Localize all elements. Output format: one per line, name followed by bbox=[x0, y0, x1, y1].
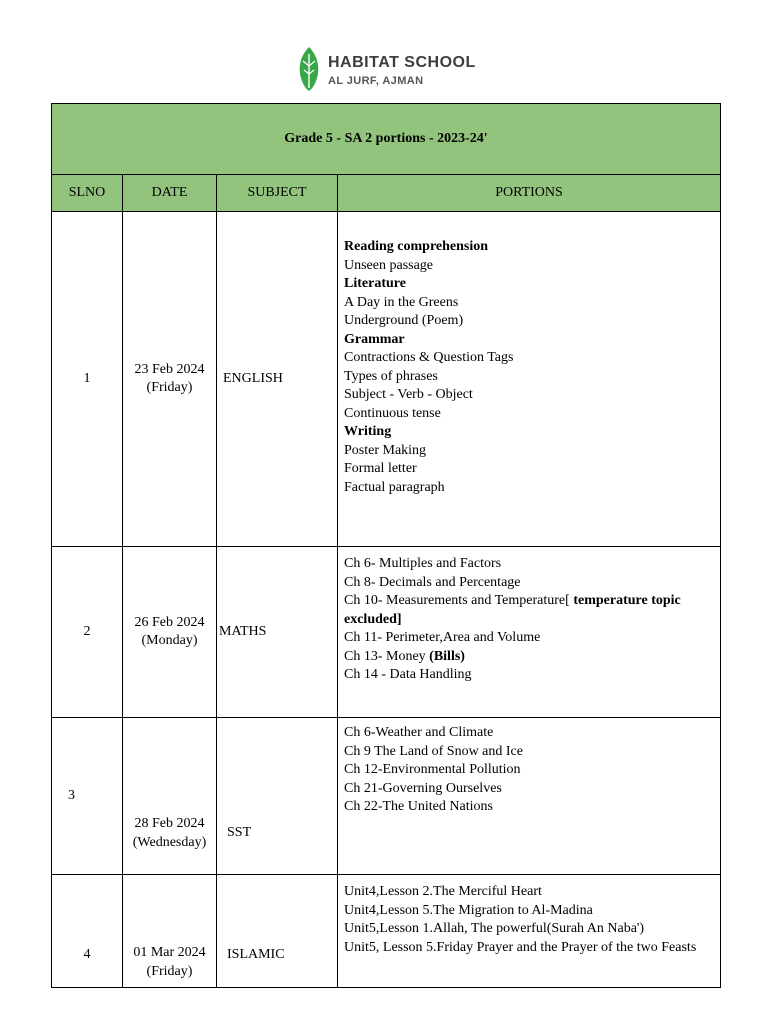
portion-text: Ch 13- Money bbox=[344, 648, 430, 664]
portion-item: Poster Making bbox=[344, 442, 427, 458]
exam-day: (Monday) bbox=[141, 633, 198, 648]
portion-item: Ch 22-The United Nations bbox=[344, 799, 493, 814]
table-row bbox=[52, 547, 721, 718]
subject-cell: MATHS bbox=[217, 547, 338, 718]
exam-date: 23 Feb 2024 bbox=[134, 361, 205, 377]
portion-item: Ch 11- Perimeter,Area and Volume bbox=[344, 630, 541, 645]
slno-cell: 2 bbox=[52, 547, 123, 718]
portion-item: Unit4,Lesson 2.The Merciful Heart bbox=[344, 884, 542, 899]
subject-cell: ENGLISH bbox=[217, 212, 338, 547]
portion-heading: Writing bbox=[344, 424, 392, 439]
column-header-subject: SUBJECT bbox=[217, 175, 338, 212]
portion-item: Ch 6- Multiples and Factors bbox=[344, 556, 502, 571]
portion-note: excluded] bbox=[344, 611, 402, 627]
portion-heading: Reading comprehension bbox=[344, 239, 489, 254]
school-logo bbox=[296, 46, 476, 94]
portion-item: Continuous tense bbox=[344, 405, 441, 421]
exam-day: (Wednesday) bbox=[132, 834, 207, 850]
portions-cell bbox=[338, 212, 721, 547]
column-header-portions: PORTIONS bbox=[338, 175, 721, 212]
table-title-row bbox=[52, 104, 721, 175]
subject-cell: ISLAMIC bbox=[217, 875, 338, 988]
exam-date: 01 Mar 2024 bbox=[133, 945, 206, 960]
portion-item bbox=[344, 592, 716, 611]
portion-item: Factual paragraph bbox=[344, 479, 445, 495]
leaf-icon bbox=[296, 46, 322, 92]
date-cell bbox=[123, 547, 217, 718]
portion-item: Ch 9 The Land of Snow and Ice bbox=[344, 743, 523, 759]
portion-item: Ch 21-Governing Ourselves bbox=[344, 780, 502, 796]
portion-note: temperature topic bbox=[569, 593, 681, 608]
date-cell bbox=[123, 875, 217, 988]
portion-item bbox=[344, 648, 716, 667]
school-location: AL JURF, AJMAN bbox=[328, 75, 424, 87]
table-row bbox=[52, 875, 721, 988]
portion-item: Ch 12-Environmental Pollution bbox=[344, 762, 521, 777]
date-cell bbox=[123, 212, 217, 547]
portion-item: Ch 8- Decimals and Percentage bbox=[344, 574, 521, 590]
portions-cell bbox=[338, 547, 721, 718]
portion-text: Ch 10- Measurements and Temperature[ bbox=[344, 593, 570, 608]
portion-item: Subject - Verb - Object bbox=[344, 387, 473, 402]
portion-heading: Grammar bbox=[344, 331, 405, 347]
subject-cell: SST bbox=[217, 718, 338, 875]
portion-item: A Day in the Greens bbox=[344, 294, 459, 310]
portions-table bbox=[51, 103, 721, 988]
exam-date: 28 Feb 2024 bbox=[134, 816, 205, 831]
portion-item: Underground (Poem) bbox=[344, 313, 464, 328]
portion-heading: Literature bbox=[344, 276, 406, 291]
school-name: HABITAT SCHOOL bbox=[328, 54, 476, 71]
portion-note: (Bills) bbox=[429, 648, 465, 664]
portions-cell bbox=[338, 718, 721, 875]
portion-item: Formal letter bbox=[344, 461, 417, 476]
column-header-slno: SLNO bbox=[52, 175, 123, 212]
portion-item: Ch 14 - Data Handling bbox=[344, 667, 472, 682]
exam-date: 26 Feb 2024 bbox=[134, 614, 205, 630]
portions-cell bbox=[338, 875, 721, 988]
table-title: Grade 5 - SA 2 portions - 2023-24' bbox=[52, 104, 721, 175]
column-header-date: DATE bbox=[123, 175, 217, 212]
table-header-row bbox=[52, 175, 721, 212]
portion-item: Contractions & Question Tags bbox=[344, 350, 514, 365]
slno-cell: 1 bbox=[52, 212, 123, 547]
slno-cell: 3 bbox=[52, 718, 123, 875]
portion-item: Unit5, Lesson 5.Friday Prayer and the Prayer of the two Feasts bbox=[344, 939, 697, 955]
portion-item: Unit4,Lesson 5.The Migration to Al-Madina bbox=[344, 902, 593, 918]
portion-item: Unseen passage bbox=[344, 257, 434, 273]
exam-day: (Friday) bbox=[146, 380, 193, 395]
portion-item: Types of phrases bbox=[344, 368, 438, 384]
table-row bbox=[52, 212, 721, 547]
slno-cell: 4 bbox=[52, 875, 123, 988]
exam-day: (Friday) bbox=[146, 963, 193, 979]
date-cell bbox=[123, 718, 217, 875]
portion-item: Ch 6-Weather and Climate bbox=[344, 725, 494, 740]
table-row bbox=[52, 718, 721, 875]
portion-item: Unit5,Lesson 1.Allah, The powerful(Surah An Naba') bbox=[344, 921, 645, 936]
